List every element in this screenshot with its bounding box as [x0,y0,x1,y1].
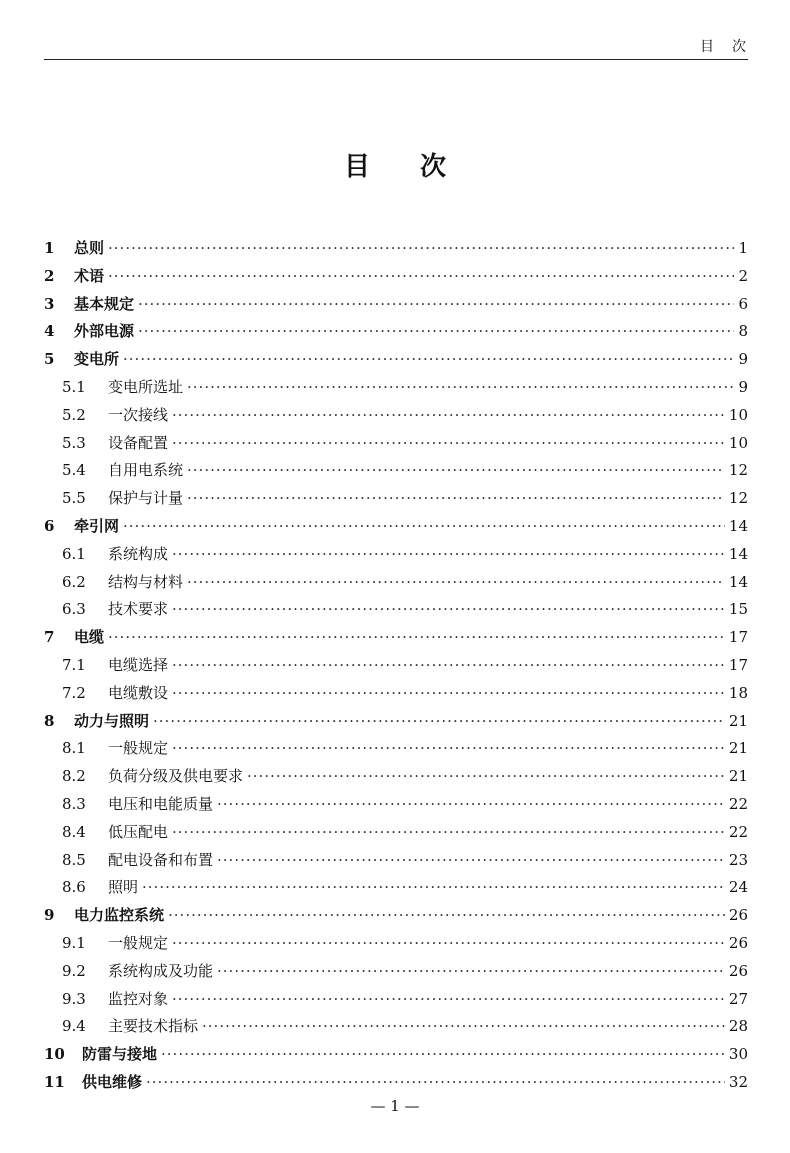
toc-entry-title: 电缆选择 [108,655,169,674]
toc-entry-page: 9 [738,350,748,369]
toc-entry-title: 一般规定 [108,739,169,758]
toc-section-entry[interactable] [44,374,748,402]
toc-entry-number: 10 [44,1045,65,1064]
toc-entry-title: 自用电系统 [108,461,184,480]
toc-chapter-entry[interactable] [44,291,748,319]
toc-section-entry[interactable] [44,457,748,485]
toc-leader-dots [108,263,734,291]
toc-entry-page: 18 [728,683,748,702]
toc-entry-page: 28 [728,1017,748,1036]
toc-leader-dots [202,1013,725,1041]
toc-entry-page: 23 [728,850,748,869]
toc-section-entry[interactable] [44,596,748,624]
toc-entry-number: 1 [44,239,55,257]
toc-entry-title: 电缆 [74,628,105,647]
toc-entry-title: 配电设备和布置 [108,850,214,869]
toc-leader-dots [172,541,725,569]
toc-entry-page: 22 [728,822,748,841]
toc-entry-number: 8.2 [62,767,86,786]
toc-entry-title: 电压和电能质量 [108,794,214,813]
toc-entry-number: 8.1 [62,739,86,758]
toc-section-entry[interactable] [44,819,748,847]
toc-leader-dots [187,569,725,597]
toc-entry-number: 9.4 [62,1017,86,1036]
toc-entry-number: 7 [44,628,55,647]
toc-leader-dots [172,735,725,763]
toc-leader-dots [123,346,734,374]
toc-leader-dots [172,819,725,847]
toc-entry-page: 14 [728,516,748,535]
toc-chapter-entry[interactable] [44,263,748,291]
toc-entry-page: 12 [728,489,748,508]
toc-entry-number: 3 [44,294,55,313]
page-title: 目次 [343,152,496,182]
toc-entry-page: 21 [728,739,748,758]
toc-section-entry[interactable] [44,874,748,902]
toc-entry-number: 8.3 [62,794,86,813]
toc-leader-dots [172,986,725,1014]
toc-entry-title: 供电维修 [82,1072,143,1091]
table-of-contents [44,235,748,1097]
toc-entry-number: 5.5 [62,489,86,508]
toc-entry-number: 8 [44,711,55,730]
toc-entry-number: 4 [44,322,55,341]
toc-chapter-entry[interactable] [44,346,748,374]
toc-leader-dots [161,1041,725,1069]
toc-section-entry[interactable] [44,847,748,875]
toc-entry-page: 10 [728,433,748,452]
page-number: — 1 — [370,1097,420,1115]
toc-section-entry[interactable] [44,763,748,791]
toc-leader-dots [138,291,734,319]
toc-leader-dots [217,791,725,819]
toc-entry-page: 30 [728,1045,748,1064]
toc-entry-number: 5.4 [62,461,86,480]
toc-entry-title: 电缆敷设 [108,683,169,702]
toc-entry-number: 5.3 [62,433,86,452]
toc-leader-dots [172,652,725,680]
toc-entry-title: 动力与照明 [74,711,150,730]
toc-entry-number: 8.5 [62,850,86,869]
toc-entry-number: 9.1 [62,933,86,952]
toc-entry-title: 变电所选址 [108,377,184,396]
toc-leader-dots [187,485,725,513]
toc-entry-title: 变电所 [74,350,120,369]
running-header: 目次 [700,39,764,55]
toc-entry-number: 7.2 [62,683,86,702]
toc-entry-number: 5 [44,350,55,369]
toc-entry-page: 26 [728,906,748,925]
toc-leader-dots [247,763,725,791]
toc-entry-page: 32 [728,1072,748,1091]
toc-entry-page: 9 [738,377,748,396]
toc-entry-title: 系统构成及功能 [108,961,214,980]
toc-entry-page: 12 [728,461,748,480]
toc-leader-dots [172,680,725,708]
toc-leader-dots [172,430,725,458]
toc-section-entry[interactable] [44,791,748,819]
toc-entry-page: 21 [728,767,748,786]
header-rule [44,59,748,60]
toc-entry-number: 6.2 [62,572,86,591]
toc-entry-title: 牵引网 [74,516,120,535]
toc-entry-page: 2 [738,266,748,285]
toc-section-entry[interactable] [44,680,748,708]
toc-entry-title: 电力监控系统 [74,906,165,925]
toc-entry-page: 22 [728,794,748,813]
toc-entry-title: 技术要求 [108,600,169,619]
toc-entry-page: 1 [738,239,748,257]
toc-leader-dots [172,930,725,958]
toc-chapter-entry[interactable] [44,235,748,263]
toc-chapter-entry[interactable] [44,708,748,736]
toc-entry-title: 外部电源 [74,322,135,341]
toc-entry-page: 14 [728,572,748,591]
toc-chapter-entry[interactable] [44,624,748,652]
toc-entry-title: 结构与材料 [108,572,184,591]
toc-entry-title: 总则 [74,239,105,257]
toc-entry-title: 监控对象 [108,989,169,1008]
toc-leader-dots [108,624,725,652]
toc-entry-number: 8.6 [62,878,86,897]
toc-leader-dots [217,847,725,875]
toc-chapter-entry[interactable] [44,902,748,930]
toc-entry-page: 15 [728,600,748,619]
toc-entry-page: 24 [728,878,748,897]
toc-entry-number: 5.2 [62,405,86,424]
toc-leader-dots [172,402,725,430]
toc-section-entry[interactable] [44,430,748,458]
toc-entry-page: 14 [728,544,748,563]
toc-leader-dots [217,958,725,986]
toc-leader-dots [108,235,734,263]
toc-leader-dots [142,874,725,902]
toc-entry-title: 保护与计量 [108,489,184,508]
toc-section-entry[interactable] [44,402,748,430]
toc-section-entry[interactable] [44,958,748,986]
toc-entry-page: 10 [728,405,748,424]
toc-leader-dots [172,596,725,624]
toc-leader-dots [123,513,725,541]
toc-leader-dots [138,318,734,346]
toc-entry-page: 21 [728,711,748,730]
toc-entry-page: 8 [738,322,748,341]
toc-entry-title: 一次接线 [108,405,169,424]
toc-entry-number: 5.1 [62,377,86,396]
toc-entry-number: 8.4 [62,822,86,841]
toc-chapter-entry[interactable] [44,513,748,541]
toc-entry-number: 2 [44,266,55,285]
toc-leader-dots [187,457,725,485]
toc-entry-title: 低压配电 [108,822,169,841]
toc-entry-number: 7.1 [62,655,86,674]
toc-entry-title: 主要技术指标 [108,1017,199,1036]
toc-entry-title: 照明 [108,878,139,897]
toc-section-entry[interactable] [44,930,748,958]
toc-entry-page: 17 [728,655,748,674]
toc-entry-title: 防雷与接地 [82,1045,158,1064]
toc-entry-page: 26 [728,961,748,980]
toc-entry-page: 27 [728,989,748,1008]
toc-entry-number: 6.3 [62,600,86,619]
toc-section-entry[interactable] [44,485,748,513]
toc-leader-dots [187,374,734,402]
toc-section-entry[interactable] [44,735,748,763]
toc-leader-dots [153,708,725,736]
toc-entry-number: 9.2 [62,961,86,980]
toc-entry-number: 9 [44,906,55,925]
toc-section-entry[interactable] [44,569,748,597]
toc-entry-title: 基本规定 [74,294,135,313]
toc-entry-page: 17 [728,628,748,647]
toc-entry-title: 一般规定 [108,933,169,952]
toc-chapter-entry[interactable] [44,1041,748,1069]
toc-entry-number: 11 [44,1072,65,1091]
toc-chapter-entry[interactable] [44,318,748,346]
toc-section-entry[interactable] [44,652,748,680]
toc-section-entry[interactable] [44,986,748,1014]
toc-entry-number: 9.3 [62,989,86,1008]
toc-entry-number: 6.1 [62,544,86,563]
toc-entry-title: 术语 [74,266,105,285]
toc-chapter-entry[interactable] [44,1069,748,1097]
toc-section-entry[interactable] [44,1013,748,1041]
toc-entry-title: 系统构成 [108,544,169,563]
toc-entry-page: 6 [738,294,748,313]
toc-leader-dots [168,902,725,930]
toc-entry-page: 26 [728,933,748,952]
toc-section-entry[interactable] [44,541,748,569]
toc-entry-number: 6 [44,516,55,535]
toc-leader-dots [146,1069,725,1097]
toc-entry-title: 负荷分级及供电要求 [108,767,244,786]
toc-entry-title: 设备配置 [108,433,169,452]
